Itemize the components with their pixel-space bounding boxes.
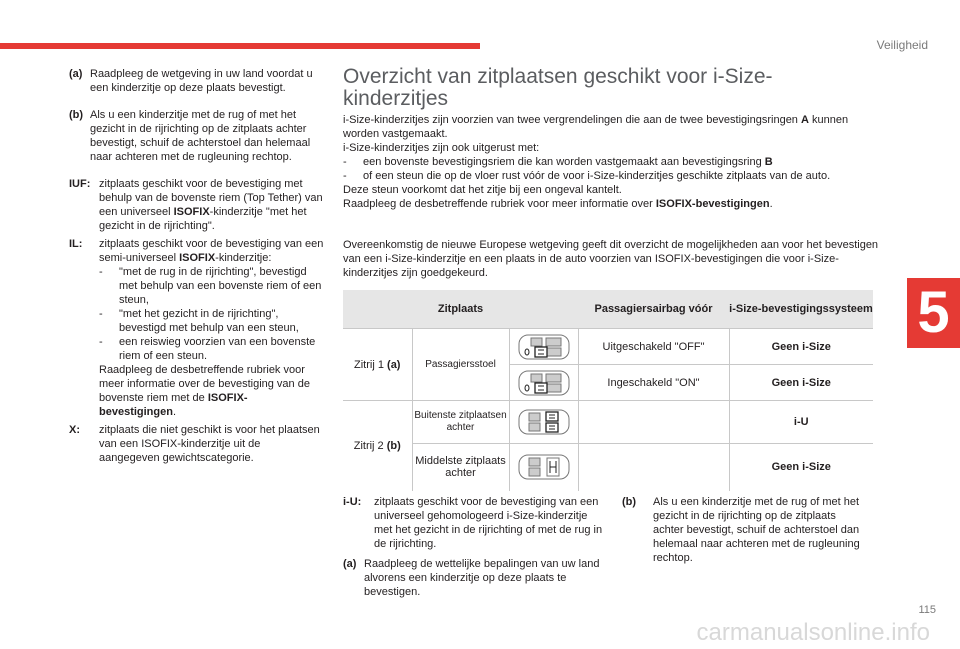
footnotes-right [622, 495, 862, 569]
footnote-iu [343, 495, 603, 551]
definition-text: zitplaats geschikt voor de bevestiging van een semi-universeel ISOFIX-kinderzitje: - "met de rug in de rijrichting", bevestigd met behulp van een bovenste riem of een steun, - "met het gezicht in de rijrichting", bevestigd met behulp van een steun, - een reiswieg voorzien van een bovenste riem of een steun. Raadpleeg de desbetreffende rubriek voor meer informatie over de bevestiging van de bovenste riem met de ISOFIX-bevestigingen. [99, 238, 324, 418]
car-front-seat-icon [517, 367, 571, 399]
table-header: Zitplaats [343, 290, 578, 329]
footnote-text: zitplaats geschikt voor de bevestiging van een universeel gehomologeerd i-Size-kinderzitje met het gezicht in de rijrichting of met de rug in de rijrichting. [374, 496, 603, 550]
table-row [343, 329, 873, 365]
note-text: Als u een kinderzitje met de rug of met het gezicht in de rijrichting op de zitplaats achter bevestigt, schuif de achterstoel dan helemaal naar achteren met de rugleuning rechtop. [90, 109, 311, 163]
note-text: Raadpleeg de wetgeving in uw land voordat u een kinderzitje op deze plaats bevestigt. [90, 68, 313, 94]
list-item: - een reiswieg voorzien van een bovenste riem of een steun. [99, 336, 316, 362]
footnote-a [343, 557, 603, 599]
airbag-status [578, 401, 729, 444]
isize-value: Geen i-Size [729, 365, 873, 401]
regulation-paragraph: Overeenkomstig de nieuwe Europese wetgeving geeft dit overzicht de mogelijkheden aan voor het bevestigen van een i-Size-kinderzitje en een plaats in de auto voorzien van ISOFIX-bevestigingen die voor i-Size-kinderzitjes zijn goedgekeurd. [343, 239, 879, 279]
list-item: - een bovenste bevestigingsriem die kan worden vastgemaakt aan bevestigingsring B [343, 156, 773, 168]
note-a [69, 67, 324, 95]
footnote-label: (b) [622, 496, 637, 508]
chapter-tab [907, 278, 960, 348]
note-label: (a) [69, 68, 83, 80]
footnote-text: Als u een kinderzitje met de rug of met het gezicht in de rijrichting op de zitplaats achter bevestigt, schuif de achterstoel dan helemaal naar achteren met de rugleuning rechtop. [653, 496, 860, 564]
definition-iuf [69, 177, 324, 233]
list-item: - "met de rug in de rijrichting", bevestigd met behulp van een bovenste riem of een steun, [99, 266, 322, 306]
isize-table [343, 290, 873, 491]
page-number: 115 [918, 604, 936, 616]
left-column [69, 67, 324, 469]
airbag-status: Ingeschakeld "ON" [578, 365, 729, 401]
seat-label: Middelste zitplaats achter [412, 444, 509, 491]
intro-text: i-Size-kinderzitjes zijn voorzien van twee vergrendelingen die aan de twee bevestigingsringen A kunnen worden vastgemaakt. i-Size-kinderzitjes zijn ook uitgerust met: - een bovenste bevestigingsriem die kan worden vastgemaakt aan bevestigingsring B - of een steun die op de vloer rust vóór de voor i-Size-kinderzitjes geschikte zitplaats van de auto. Deze steun voorkomt dat het zitje bij een ongeval kantelt. Raadpleeg de desbetreffende rubriek voor meer informatie over ISOFIX-bevestigingen. [343, 113, 883, 211]
footnote-text: Raadpleeg de wettelijke bepalingen van uw land alvorens een kinderzitje op deze plaats te bevestigen. [364, 558, 600, 598]
definition-label: IL: [69, 238, 83, 250]
car-rear-middle-seat-icon [517, 451, 571, 483]
row-label: Zitrij 1 (a) [343, 329, 412, 401]
page-title: Overzicht van zitplaatsen geschikt voor i-Size-kinderzitjes [343, 65, 773, 110]
seat-label: Buitenste zitplaatsen achter [412, 401, 509, 444]
definition-label: X: [69, 424, 80, 436]
chapter-number: 5 [917, 280, 950, 345]
isize-value: Geen i-Size [729, 329, 873, 365]
definition-text: zitplaats die niet geschikt is voor het plaatsen van een ISOFIX-kinderzitje uit de aangegeven gewichtscategorie. [99, 424, 320, 464]
car-diagram [509, 329, 578, 365]
table-header: Passagiersairbag vóór [578, 290, 729, 329]
isize-value: Geen i-Size [729, 444, 873, 491]
section-title: Veiligheid [876, 38, 928, 52]
definition-text: zitplaats geschikt voor de bevestiging met behulp van de bovenste riem (Top Tether) van een universeel ISOFIX-kinderzitje "met het gezicht in de rijrichting". [99, 178, 323, 232]
car-front-seat-icon [517, 331, 571, 363]
row-label: Zitrij 2 (b) [343, 401, 412, 491]
list-item: - of een steun die op de vloer rust vóór de voor i-Size-kinderzitjes geschikte zitplaats van de auto. [343, 170, 831, 182]
car-diagram [509, 365, 578, 401]
seat-label: Passagiersstoel [412, 329, 509, 401]
header-accent-bar [0, 43, 480, 49]
airbag-status [578, 444, 729, 491]
definition-x [69, 423, 324, 465]
car-diagram [509, 401, 578, 444]
car-diagram [509, 444, 578, 491]
footnote-label: i-U: [343, 496, 362, 508]
isize-value: i-U [729, 401, 873, 444]
car-rear-outer-seats-icon [517, 406, 571, 438]
table-header: i-Size-bevestigingssysteem [729, 290, 873, 329]
definition-label: IUF: [69, 178, 91, 190]
note-b [69, 108, 324, 164]
footnotes-left [343, 495, 603, 603]
watermark: carmanualsonline.info [696, 619, 930, 646]
footnote-b [622, 495, 862, 565]
airbag-status: Uitgeschakeld "OFF" [578, 329, 729, 365]
footnote-label: (a) [343, 558, 357, 570]
definition-il [69, 237, 324, 419]
list-item: - "met het gezicht in de rijrichting", bevestigd met behulp van een steun, [99, 308, 299, 334]
table-row [343, 401, 873, 444]
table-row [343, 444, 873, 491]
note-label: (b) [69, 109, 84, 121]
